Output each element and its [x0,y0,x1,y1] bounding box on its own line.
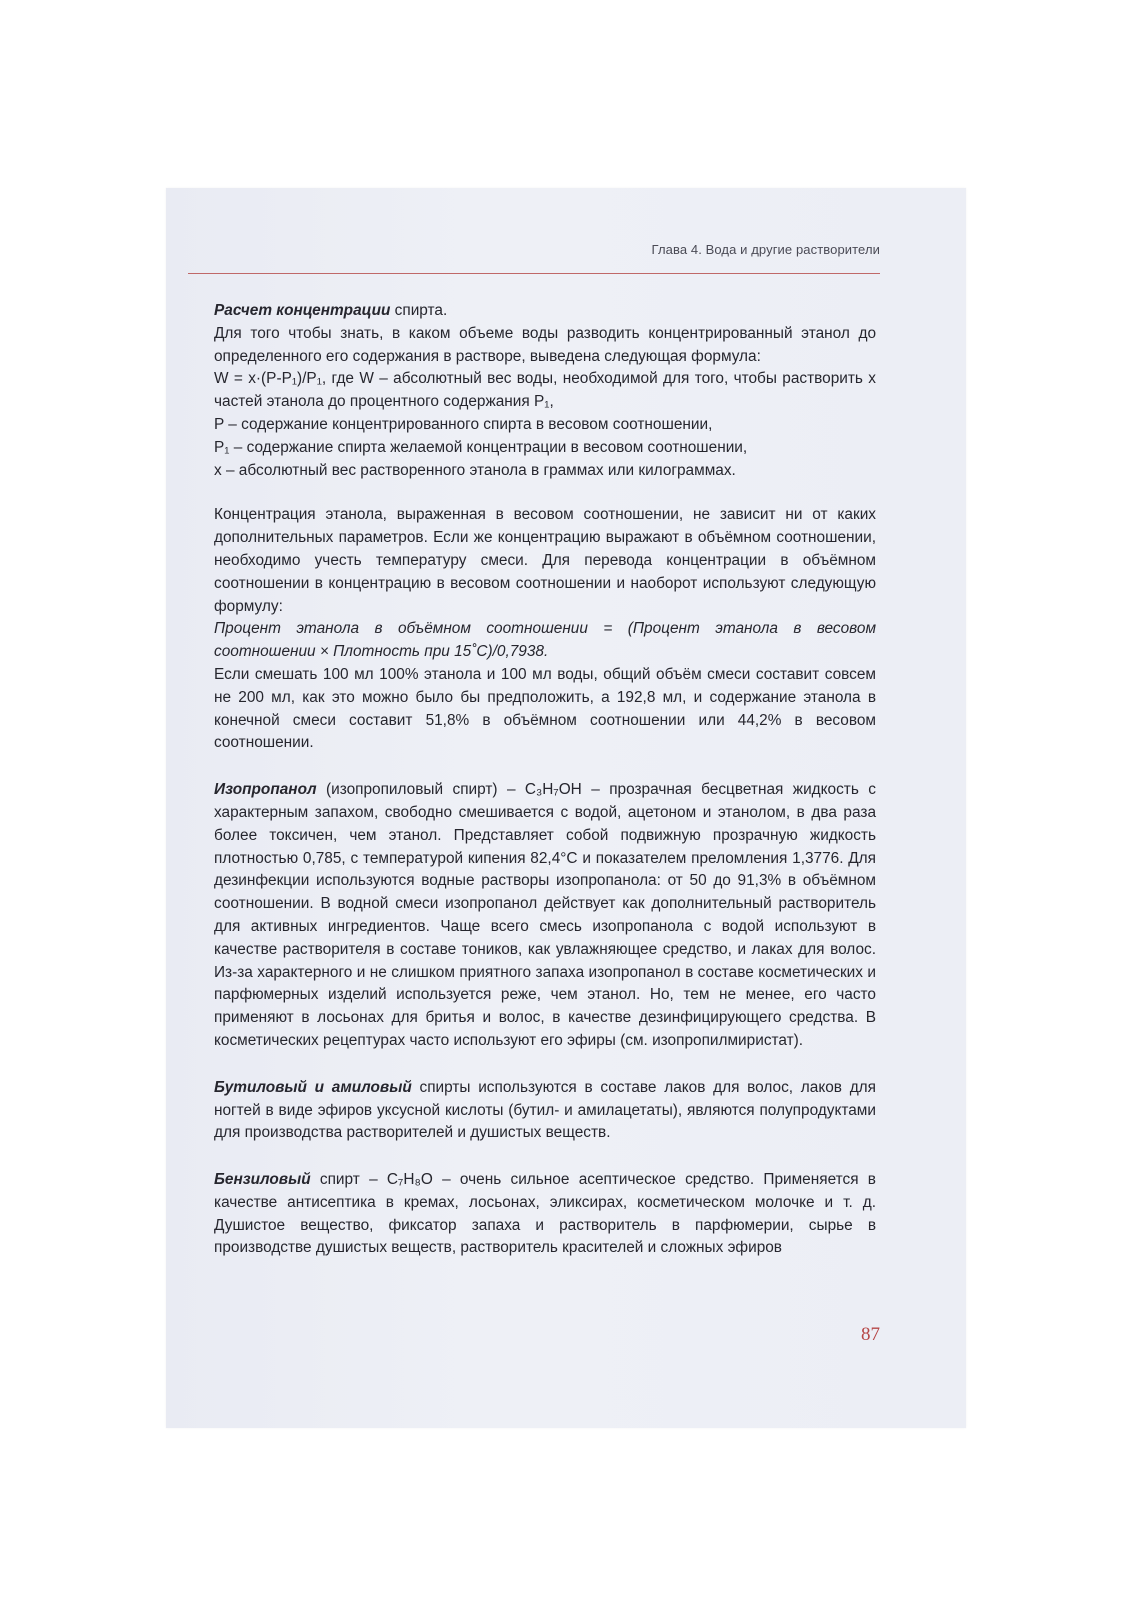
concentration-paragraph: Концентрация этанола, выраженная в весовом соотношении, не зависит ни от каких дополнительных параметров. Если же концентрацию выражают в объёмном соотношении, необходимо учесть температуру смеси. Для перевода концентрации в объёмном соотношении в концентрацию в весовом соотношении и наоборот используют следующую формулу: [214,506,876,615]
concentration-formula: Процент этанола в объёмном соотношении = (Процент этанола в весовом соотношении × Плотность при 15˚С)/0,7938. [214,620,876,661]
isopropanol-text: (изопропиловый спирт) – C₃H₇OH – прозрачная бесцветная жидкость с характерным запахом, свободно смешивается с водой, ацетоном и этанолом, в два раза более токсичен, чем этанол. Представляет собой подвижную прозрачную жидкость плотностью 0,785, с температурой кипения 82,4°С и показателем преломления 1,3776. Для дезинфекции используются водные растворы изопропанола: от 50 до 91,3% в объёмном соотношении. В водной смеси изопропанол действует как дополнительный растворитель для активных ингредиентов. Чаще всего смесь изопропанола с водой используют в качестве растворителя в составе тоников, как увлажняющее средство, и лаках для волос. Из-за характерного и не слишком приятного запаха изопропанол в составе косметических и парфюмерных изделий используется реже, чем этанол. Но, тем не менее, его часто применяют в лосьонах для бритья и волос, в качестве дезинфицирующего средства. В косметических рецептурах часто используют его эфиры (см. изопропилмиристат). [214,781,876,1049]
calc-p-definition: P – содержание концентрированного спирта в весовом соотношении, [214,415,713,433]
running-head: Глава 4. Вода и другие растворители [651,242,880,257]
benzyl-text: спирт – C₇H₈O – очень сильное асептическое средство. Применяется в качестве антисептика в кремах, лосьонах, эликсирах, косметическом молочке и т. д. Душистое вещество, фиксатор запаха и растворитель в парфюмерии, сырье в производстве душистых веществ, растворитель красителей и сложных эфиров [214,1171,876,1257]
page-number: 87 [861,1324,880,1345]
section-title-rest: спирта. [390,302,448,319]
benzyl-term: Бензиловый [214,1171,311,1189]
header-rule [188,273,880,274]
section-title-calc [214,300,876,323]
page-body [214,300,876,1260]
book-page [166,188,966,1428]
benzyl-paragraph [214,1169,876,1260]
butyl-paragraph [214,1077,876,1145]
calc-p1-definition: P₁ – содержание спирта желаемой концентрации в весовом соотношении, [214,438,748,456]
calc-intro: Для того чтобы знать, в каком объеме воды разводить концентрированный этанол до определенного его содержания в растворе, выведена следующая формула: [214,324,876,365]
calc-formula-line: W = x·(P-P₁)/P₁, где W – абсолютный вес воды, необходимой для того, чтобы растворить x частей этанола до процентного содержания P₁, [214,370,876,411]
section-title-bold: Расчет концентрации [214,302,391,319]
calc-x-definition: x – абсолютный вес растворенного этанола в граммах или килограммах. [214,461,736,479]
butyl-text: спирты используются в составе лаков для волос, лаков для ногтей в виде эфиров уксусной кислоты (бутил- и амилацетаты), являются полупродуктами для производства растворителей и душистых веществ. [214,1078,876,1142]
isopropanol-term: Изопропанол [214,781,317,799]
mixing-paragraph: Если смешать 100 мл 100% этанола и 100 мл воды, общий объём смеси составит совсем не 200 мл, как это можно было бы предположить, а 192,8 мл, и содержание этанола в конечной смеси составит 51,8% в объёмном соотношении или 44,2% в весовом соотношении. [214,665,876,752]
isopropanol-paragraph [214,779,876,1053]
butyl-term: Бутиловый и амиловый [214,1078,412,1096]
